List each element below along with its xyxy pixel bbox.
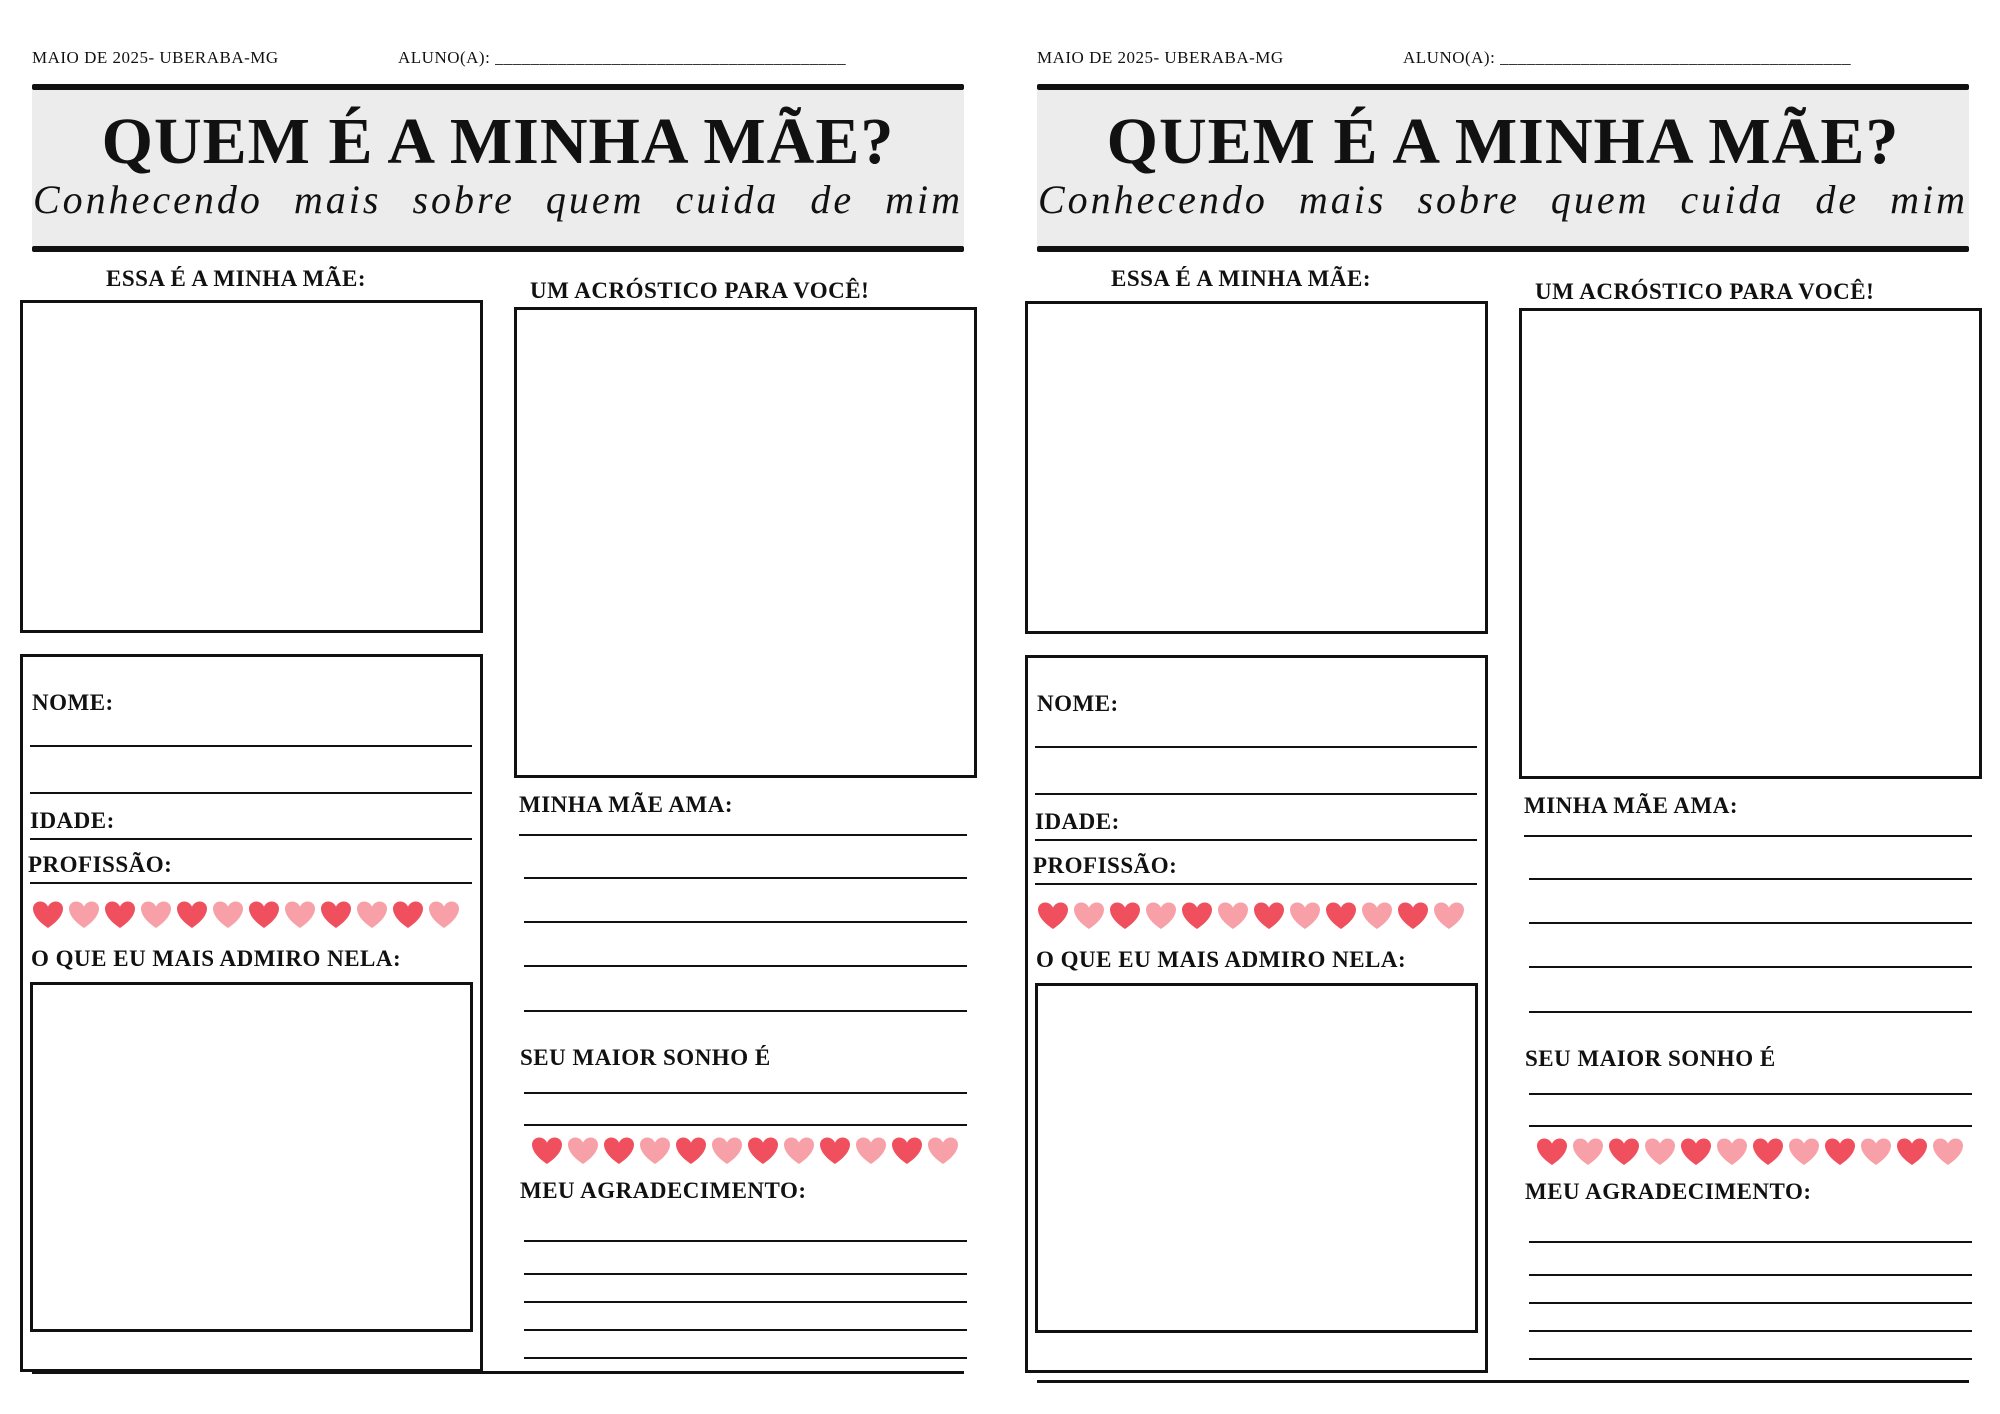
photo-box[interactable] [1025,301,1488,634]
title-banner [1037,90,1969,246]
heart-icon [1109,901,1141,931]
heart-icon [1289,901,1321,931]
heart-icon [1932,1137,1964,1167]
dream-line[interactable] [1529,1125,1972,1127]
heart-icon [1860,1137,1892,1167]
heart-icon [531,1136,563,1166]
loves-line[interactable] [524,877,967,879]
profession-line[interactable] [30,882,472,884]
acrostic-box[interactable] [514,307,977,778]
name-line[interactable] [30,745,472,747]
acrostic-label: UM ACRÓSTICO PARA VOCÊ! [530,278,870,303]
age-line[interactable] [1035,839,1477,841]
thanks-line[interactable] [1529,1330,1972,1332]
thanks-line[interactable] [524,1240,967,1242]
heart-icon [248,900,280,930]
thanks-line[interactable] [1529,1241,1972,1243]
admire-box[interactable] [1035,983,1478,1333]
title-banner [32,90,964,246]
heart-icon [320,900,352,930]
heart-icon [1037,901,1069,931]
hearts-divider [531,1136,959,1166]
admire-box[interactable] [30,982,473,1332]
heart-icon [1752,1137,1784,1167]
hearts-divider [1536,1137,1964,1167]
heart-icon [927,1136,959,1166]
heart-icon [783,1136,815,1166]
heart-icon [356,900,388,930]
loves-line[interactable] [1524,835,1972,837]
heart-icon [68,900,100,930]
student-name-field[interactable]: ALUNO(A): _______________________________________ [398,48,847,67]
heart-icon [212,900,244,930]
acrostic-box[interactable] [1519,308,1982,779]
heart-icon [104,900,136,930]
loves-line[interactable] [524,1010,967,1012]
dream-label: SEU MAIOR SONHO É [1525,1046,1776,1071]
name-line[interactable] [1035,793,1477,795]
loves-line[interactable] [524,921,967,923]
worksheet-right [1005,0,2000,1414]
heart-icon [1253,901,1285,931]
heart-icon [428,900,460,930]
loves-line[interactable] [1529,922,1972,924]
page-subtitle: Conhecendo mais sobre quem cuida de mim [32,177,964,222]
heart-icon [639,1136,671,1166]
loves-line[interactable] [524,965,967,967]
heart-icon [176,900,208,930]
photo-box[interactable] [20,300,483,633]
thanks-line[interactable] [1529,1358,1972,1360]
page-subtitle: Conhecendo mais sobre quem cuida de mim [1037,177,1969,222]
heart-icon [675,1136,707,1166]
loves-line[interactable] [1529,1011,1972,1013]
heart-icon [1788,1137,1820,1167]
thanks-line[interactable] [1529,1274,1972,1276]
dream-line[interactable] [1529,1093,1972,1095]
thanks-line[interactable] [524,1357,967,1359]
name-line[interactable] [30,792,472,794]
heart-icon [392,900,424,930]
heart-icon [603,1136,635,1166]
hearts-divider [1037,901,1465,931]
name-label: NOME: [1037,691,1119,716]
thanks-line[interactable] [1529,1302,1972,1304]
hearts-divider [32,900,460,930]
admire-label: O QUE EU MAIS ADMIRO NELA: [31,946,402,971]
thanks-label: MEU AGRADECIMENTO: [1525,1179,1812,1204]
heart-icon [1536,1137,1568,1167]
profession-label: PROFISSÃO: [28,852,173,877]
heart-icon [1181,901,1213,931]
name-line[interactable] [1035,746,1477,748]
photo-label: ESSA É A MINHA MÃE: [1111,266,1371,291]
dream-label: SEU MAIOR SONHO É [520,1045,771,1070]
heart-icon [747,1136,779,1166]
school-line: MAIO DE 2025- UBERABA-MG [1037,48,1284,67]
acrostic-label: UM ACRÓSTICO PARA VOCÊ! [1535,279,1875,304]
banner-bottom-rule [32,246,964,252]
page-title: QUEM É A MINHA MÃE? [1106,105,1900,178]
loves-line[interactable] [1529,966,1972,968]
dream-line[interactable] [524,1124,967,1126]
heart-icon [1896,1137,1928,1167]
heart-icon [1572,1137,1604,1167]
heart-icon [32,900,64,930]
loves-line[interactable] [519,834,967,836]
student-name-field[interactable]: ALUNO(A): _______________________________________ [1403,48,1852,67]
heart-icon [711,1136,743,1166]
loves-line[interactable] [1529,878,1972,880]
heart-icon [819,1136,851,1166]
heart-icon [140,900,172,930]
heart-icon [1680,1137,1712,1167]
thanks-line[interactable] [524,1273,967,1275]
heart-icon [1073,901,1105,931]
heart-icon [1433,901,1465,931]
heart-icon [1644,1137,1676,1167]
name-label: NOME: [32,690,114,715]
loves-label: MINHA MÃE AMA: [519,792,733,817]
heart-icon [1325,901,1357,931]
page-title: QUEM É A MINHA MÃE? [101,105,895,178]
thanks-line[interactable] [524,1301,967,1303]
photo-label: ESSA É A MINHA MÃE: [106,266,366,291]
heart-icon [1145,901,1177,931]
age-line[interactable] [30,838,472,840]
thanks-line[interactable] [524,1329,967,1331]
heart-icon [1716,1137,1748,1167]
heart-icon [284,900,316,930]
profession-line[interactable] [1035,883,1477,885]
age-label: IDADE: [30,808,115,833]
school-line: MAIO DE 2025- UBERABA-MG [32,48,279,67]
banner-bottom-rule [1037,246,1969,252]
bottom-rule [1037,1380,1969,1383]
heart-icon [1361,901,1393,931]
heart-icon [567,1136,599,1166]
bottom-rule [32,1371,964,1374]
heart-icon [1217,901,1249,931]
dream-line[interactable] [524,1092,967,1094]
age-label: IDADE: [1035,809,1120,834]
heart-icon [855,1136,887,1166]
thanks-label: MEU AGRADECIMENTO: [520,1178,807,1203]
admire-label: O QUE EU MAIS ADMIRO NELA: [1036,947,1407,972]
heart-icon [891,1136,923,1166]
heart-icon [1397,901,1429,931]
heart-icon [1824,1137,1856,1167]
heart-icon [1608,1137,1640,1167]
loves-label: MINHA MÃE AMA: [1524,793,1738,818]
profession-label: PROFISSÃO: [1033,853,1178,878]
